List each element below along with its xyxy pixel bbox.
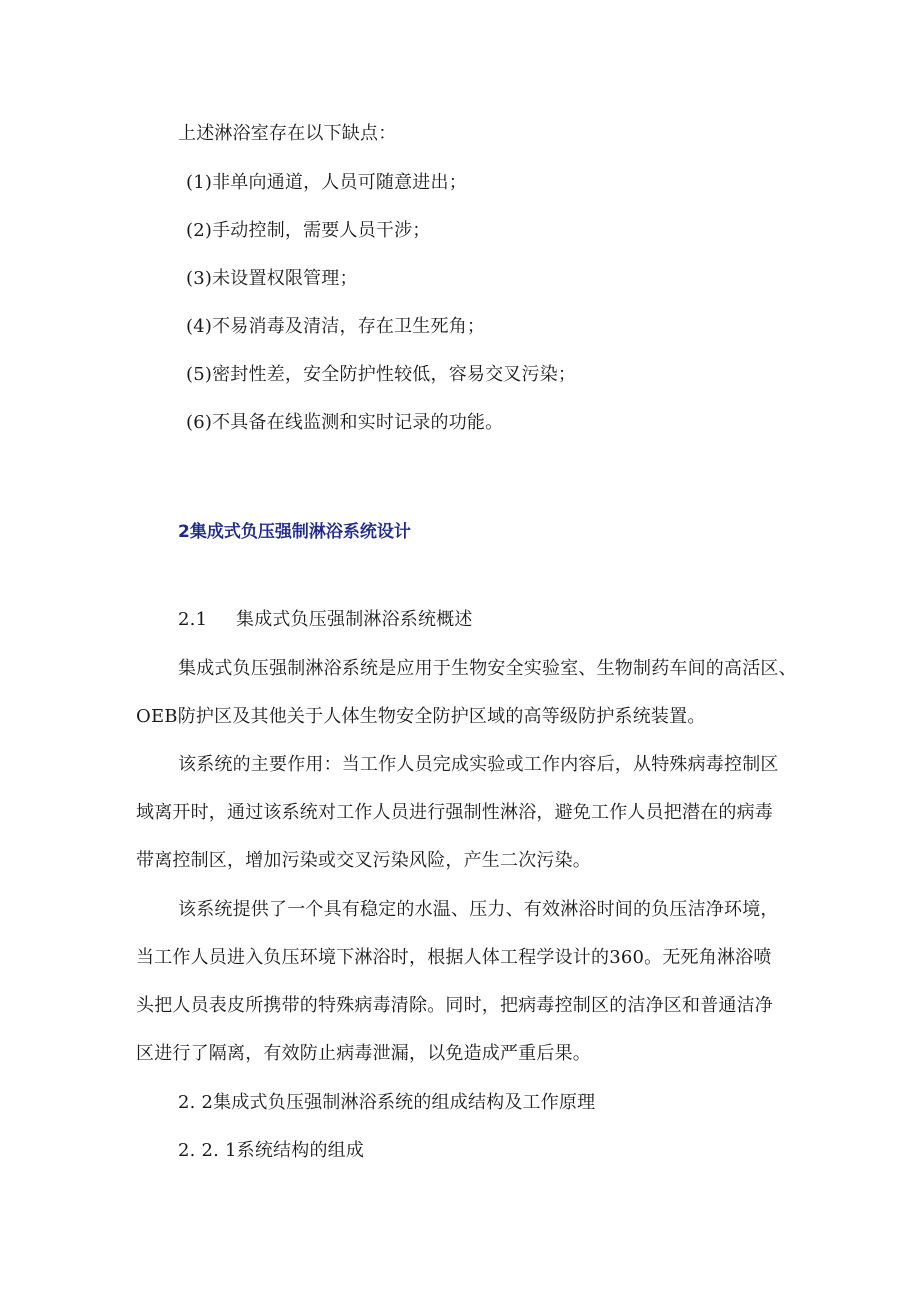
paragraph-line: 该系统的主要作用：当工作人员完成实验或工作内容后，从特殊病毒控制区 bbox=[178, 754, 779, 775]
paragraph-line: 当工作人员进入负压环境下淋浴时，根据人体工程学设计的360。无死角淋浴喷 bbox=[136, 947, 772, 968]
defect-item-2: (2)手动控制，需要人员干涉； bbox=[186, 220, 431, 241]
paragraph-line: 区进行了隔离，有效防止病毒泄漏，以免造成严重后果。 bbox=[136, 1043, 591, 1064]
defect-item-5: (5)密封性差，安全防护性较低，容易交叉污染； bbox=[186, 364, 577, 385]
paragraph-line: 集成式负压强制淋浴系统是应用于生物安全实验室、生物制药车间的高活区、 bbox=[178, 658, 797, 679]
subsection-title: 集成式负压强制淋浴系统概述 bbox=[236, 609, 473, 630]
defect-item-1: (1)非单向通道，人员可随意进出； bbox=[186, 172, 467, 193]
subsection-heading bbox=[178, 608, 473, 632]
subsection-number: 2.1 bbox=[178, 609, 208, 630]
defect-item-3: (3)未设置权限管理； bbox=[186, 268, 358, 289]
defect-item-4: (4)不易消毒及清洁，存在卫生死角； bbox=[186, 316, 486, 337]
paragraph-line: 域离开时，通过该系统对工作人员进行强制性淋浴，避免工作人员把潜在的病毒 bbox=[136, 802, 773, 823]
section-heading: 2集成式负压强制淋浴系统设计 bbox=[178, 522, 411, 542]
subsection-2-2-1-heading: 2. 2. 1系统结构的组成 bbox=[178, 1140, 365, 1161]
paragraph-line: 该系统提供了一个具有稳定的水温、压力、有效淋浴时间的负压洁净环境， bbox=[178, 899, 779, 920]
intro-text: 上述淋浴室存在以下缺点： bbox=[178, 123, 397, 144]
paragraph-line: 带离控制区，增加污染或交叉污染风险，产生二次污染。 bbox=[136, 850, 591, 871]
defect-item-6: (6)不具备在线监测和实时记录的功能。 bbox=[186, 412, 504, 433]
subsection-2-2-heading: 2. 2集成式负压强制淋浴系统的组成结构及工作原理 bbox=[178, 1092, 596, 1113]
paragraph-line: OEB防护区及其他关于人体生物安全防护区域的高等级防护系统装置。 bbox=[136, 706, 706, 727]
paragraph-line: 头把人员表皮所携带的特殊病毒清除。同时，把病毒控制区的洁净区和普通洁净 bbox=[136, 995, 773, 1016]
